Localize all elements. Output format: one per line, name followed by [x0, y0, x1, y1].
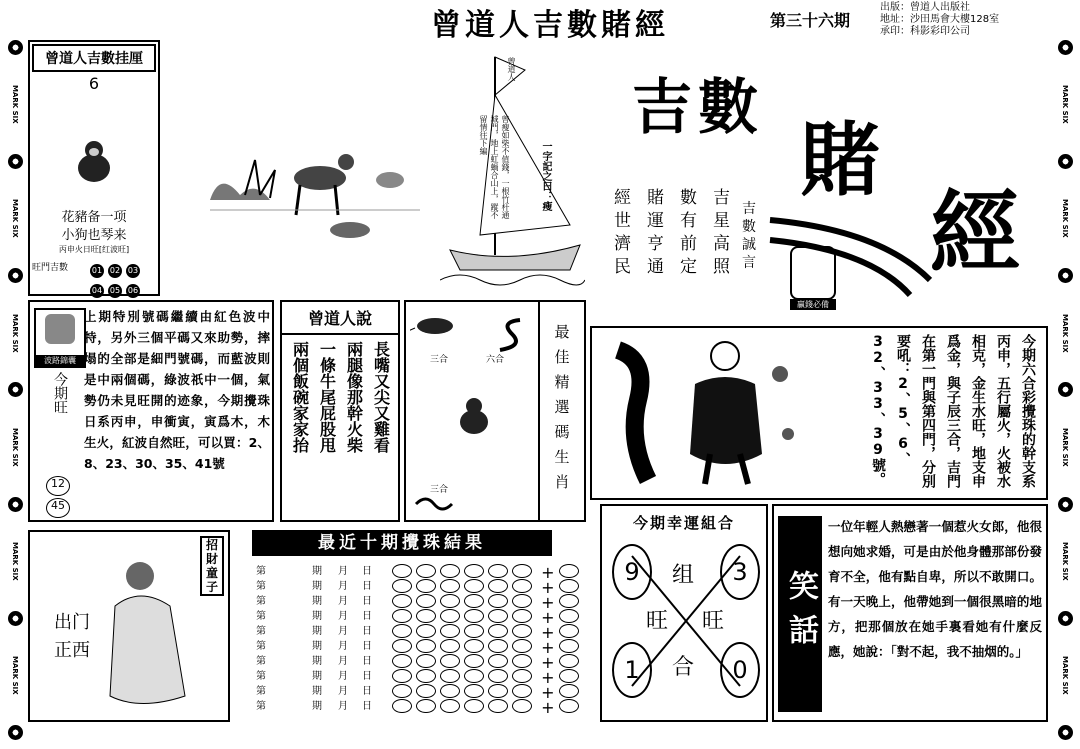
publisher-info [880, 2, 999, 38]
combo-number-4: 0 [720, 642, 760, 698]
direction-box [28, 530, 230, 722]
saying-col: 長嘴又尖又雞看 [371, 341, 391, 453]
page-title: 曾道人吉數賭經 [431, 8, 669, 43]
col-day: 日 [362, 626, 372, 637]
table-row [232, 607, 594, 627]
saying-col: 兩腿像那幹火柴 [344, 341, 364, 453]
ball-rings: + [392, 593, 583, 612]
printer: 承印：科影彩印公司 [880, 26, 970, 37]
number-chip: 01 [90, 264, 104, 278]
table-row [232, 637, 594, 657]
row-label: 第 [256, 566, 266, 577]
col-month: 月 [338, 566, 348, 577]
row-label: 第 [256, 686, 266, 697]
number-chip: 06 [126, 284, 140, 298]
side-label: MARK SIX [11, 313, 19, 353]
col-month: 月 [338, 641, 348, 652]
flower-icon [1058, 154, 1073, 169]
flower-icon [1058, 382, 1073, 397]
row-label: 第 [256, 641, 266, 652]
results-grid [232, 562, 594, 717]
combo-box [600, 504, 768, 722]
col-period: 期 [312, 656, 322, 667]
flower-icon [1058, 497, 1073, 512]
ball-rings: + [392, 563, 583, 582]
zodiac-label-1: 三合 [430, 355, 449, 365]
flower-icon [1058, 725, 1073, 740]
side-label: MARK SIX [11, 427, 19, 467]
combo-char-1: 组 [672, 563, 695, 588]
col-month: 月 [338, 686, 348, 697]
combo-number-2: 3 [720, 544, 760, 600]
zodiac-label-2: 六合 [486, 355, 505, 365]
joke-title: 笑話 [778, 516, 822, 712]
flower-icon [8, 154, 23, 169]
side-label: MARK SIX [11, 85, 19, 124]
ball-rings: + [392, 608, 583, 627]
rat-icon [410, 314, 460, 338]
side-label: MARK SIX [1061, 427, 1069, 467]
sail-poem: 曾瘦如柴不值錢，一根竹杆通城門，地上虹蝸合山上，蹤不留情往下編 [479, 115, 510, 219]
ball-rings: + [392, 578, 583, 597]
table-row [232, 622, 594, 642]
row-label: 第 [256, 626, 266, 637]
poem-line-2: 小狗也琴来 [61, 228, 127, 243]
ball-rings: + [392, 653, 583, 672]
col-period: 期 [312, 596, 322, 607]
row-label: 第 [256, 701, 266, 712]
sailboat-illustration [440, 55, 585, 295]
ball-rings: + [392, 683, 583, 702]
dog-landscape-illustration [200, 140, 430, 250]
combo-number-3: 1 [612, 642, 652, 698]
direction-1: 出门 [54, 612, 90, 633]
row-label: 第 [256, 671, 266, 682]
god-of-wealth-figure [670, 334, 800, 494]
table-row [232, 652, 594, 672]
col-period: 期 [312, 581, 322, 592]
table-row [232, 697, 594, 717]
seal-text: 贏錢必備 [790, 299, 836, 310]
table-row [232, 667, 594, 687]
table-row [232, 592, 594, 612]
poem-line-1: 花豬备一项 [61, 210, 127, 225]
featured-number: 6 [88, 74, 100, 93]
saying-col: 一條牛尾屁股甩 [317, 341, 337, 453]
flower-icon [8, 40, 23, 55]
col-period: 期 [312, 701, 322, 712]
publisher: 出版：曾道人出版社 [880, 2, 970, 13]
col-day: 日 [362, 611, 372, 622]
number-chip: 05 [108, 284, 122, 298]
lucky-number-box [28, 40, 160, 296]
side-mark: 今期旺 [52, 372, 68, 414]
row-label: 第 [256, 581, 266, 592]
flower-icon [8, 268, 23, 283]
col-day: 日 [362, 641, 372, 652]
logo-col: 數有前定 [676, 188, 696, 280]
table-row [232, 562, 594, 582]
col-period: 期 [312, 566, 322, 577]
combo-title: 今期幸運組合 [632, 514, 735, 532]
side-label: MARK SIX [1061, 313, 1069, 353]
left-side-strip [4, 40, 26, 740]
col-period: 期 [312, 641, 322, 652]
analysis-badge [34, 308, 86, 368]
sail-block [440, 55, 585, 295]
number-chip: 03 [126, 264, 140, 278]
side-label: MARK SIX [1061, 656, 1069, 695]
col-month: 月 [338, 656, 348, 667]
logo-col: 賭運亨通 [643, 188, 663, 280]
seal-stamp [790, 246, 836, 309]
direction-2: 正西 [54, 640, 90, 661]
col-period: 期 [312, 671, 322, 682]
dragon-icon [414, 492, 454, 516]
ball-rings: + [392, 638, 583, 657]
flower-icon [1058, 268, 1073, 283]
col-day: 日 [362, 701, 372, 712]
side-label: MARK SIX [11, 656, 19, 695]
col-day: 日 [362, 656, 372, 667]
logo-big-3: 經 [930, 180, 1020, 286]
ball-rings: + [392, 698, 583, 717]
box-title: 曾道人吉數挂厘 [32, 44, 156, 72]
table-row [232, 682, 594, 702]
row-label: 第 [256, 596, 266, 607]
flower-icon [8, 497, 23, 512]
col-month: 月 [338, 701, 348, 712]
side-label: MARK SIX [1061, 541, 1069, 581]
ball-rings: + [392, 668, 583, 687]
side-label: MARK SIX [11, 541, 19, 581]
ball-rings: + [392, 623, 583, 642]
circle-45: 45 [46, 498, 70, 518]
logo-col: 經世濟民 [610, 188, 630, 280]
right-side-strip [1054, 40, 1076, 740]
prediction-box [590, 326, 1048, 500]
col-day: 日 [362, 581, 372, 592]
logo-col: 吉星高照 [709, 188, 729, 280]
logo-tagline: 吉數誠言 [742, 201, 756, 271]
snake-icon [494, 316, 528, 356]
col-month: 月 [338, 596, 348, 607]
lucky-label: 旺門吉數 [32, 263, 69, 273]
lucky-chips [88, 258, 158, 298]
combo-char-3: 旺 [702, 609, 725, 634]
joke-text: 一位年輕人熱戀著一個惹火女郎，他很想向她求婚，可是由於他身體那部份發育不全，他有點自卑，所以不敢開口。有一天晚上，他帶她到一個很黑暗的地方，把那個放在她手裏看她有什麼反應，她說：「對不起，我不抽烟的。」 [828, 519, 1042, 659]
results-box [232, 530, 594, 720]
note: 丙申火日旺[红波旺] [58, 245, 130, 254]
number-chip: 04 [90, 284, 104, 298]
logo-big-2: 賭 [800, 113, 880, 207]
monkey-icon [452, 394, 496, 438]
girl-tag: 招財童子 [200, 536, 224, 596]
col-day: 日 [362, 671, 372, 682]
side-label: MARK SIX [1061, 199, 1069, 239]
col-month: 月 [338, 626, 348, 637]
analysis-box [28, 300, 274, 522]
combo-number-1: 9 [612, 544, 652, 600]
calligraphy-illustration [598, 340, 668, 490]
results-title: 最近十期攪珠結果 [252, 530, 552, 556]
combo-char-4: 合 [672, 655, 695, 680]
saying-col: 兩個飯碗家家抬 [290, 341, 310, 453]
saying-columns [282, 335, 398, 517]
circle-12: 12 [46, 476, 70, 496]
sail-tag: 一字記之曰：瘦 [540, 141, 551, 211]
monkey-icon [66, 138, 126, 188]
saying-title: 曾道人說 [282, 302, 398, 335]
flower-icon [1058, 611, 1073, 626]
number-chip: 02 [108, 264, 122, 278]
saying-box [280, 300, 400, 522]
side-label: MARK SIX [11, 199, 19, 239]
col-period: 期 [312, 611, 322, 622]
col-month: 月 [338, 581, 348, 592]
sail-flag: 曾道人 [507, 57, 516, 81]
col-period: 期 [312, 626, 322, 637]
badge-label: 波路錦囊 [36, 355, 84, 366]
zodiac-box [404, 300, 586, 522]
col-day: 日 [362, 566, 372, 577]
row-label: 第 [256, 611, 266, 622]
joke-box [772, 504, 1048, 722]
girl-illustration [100, 546, 200, 706]
col-month: 月 [338, 671, 348, 682]
combo-char-2: 旺 [646, 609, 669, 634]
flower-icon [8, 725, 23, 740]
side-label: MARK SIX [1061, 85, 1069, 124]
col-period: 期 [312, 686, 322, 697]
col-day: 日 [362, 686, 372, 697]
flower-icon [1058, 40, 1073, 55]
pouch-icon [45, 314, 75, 344]
prediction-text: 今期六合彩攪珠的幹支系丙申，五行屬火，火被水相克，金生水旺，地支申爲金，與子辰三合，吉門在第一門與第四門，分別要吼：2、5、6、32、33、39號。 [870, 334, 1036, 488]
flower-icon [8, 382, 23, 397]
zodiac-side-text: 最佳精選碼生肖 [538, 302, 584, 520]
flower-icon [8, 611, 23, 626]
row-label: 第 [256, 656, 266, 667]
col-month: 月 [338, 611, 348, 622]
zodiac-label-3: 三合 [430, 485, 449, 495]
issue-number: 第三十六期 [770, 11, 851, 30]
logo-big-1: 吉數 [632, 73, 764, 143]
table-row [232, 577, 594, 597]
address: 地址：沙田馬會大樓128室 [880, 14, 1000, 25]
col-day: 日 [362, 596, 372, 607]
logo-columns [612, 188, 732, 298]
analysis-text: 上期特別號碼繼續由紅色波中特，另外三個平碼又來助勢，摔塌的全部是細門號碼，而藍波則是中兩個碼，綠波祇中一個，氣勢仍未見旺開的迹象，今期攪珠日系丙申，申衝寅，寅爲木，木生火，紅波自然旺，可以買：2、8、23、30、35、41號 [84, 309, 270, 471]
